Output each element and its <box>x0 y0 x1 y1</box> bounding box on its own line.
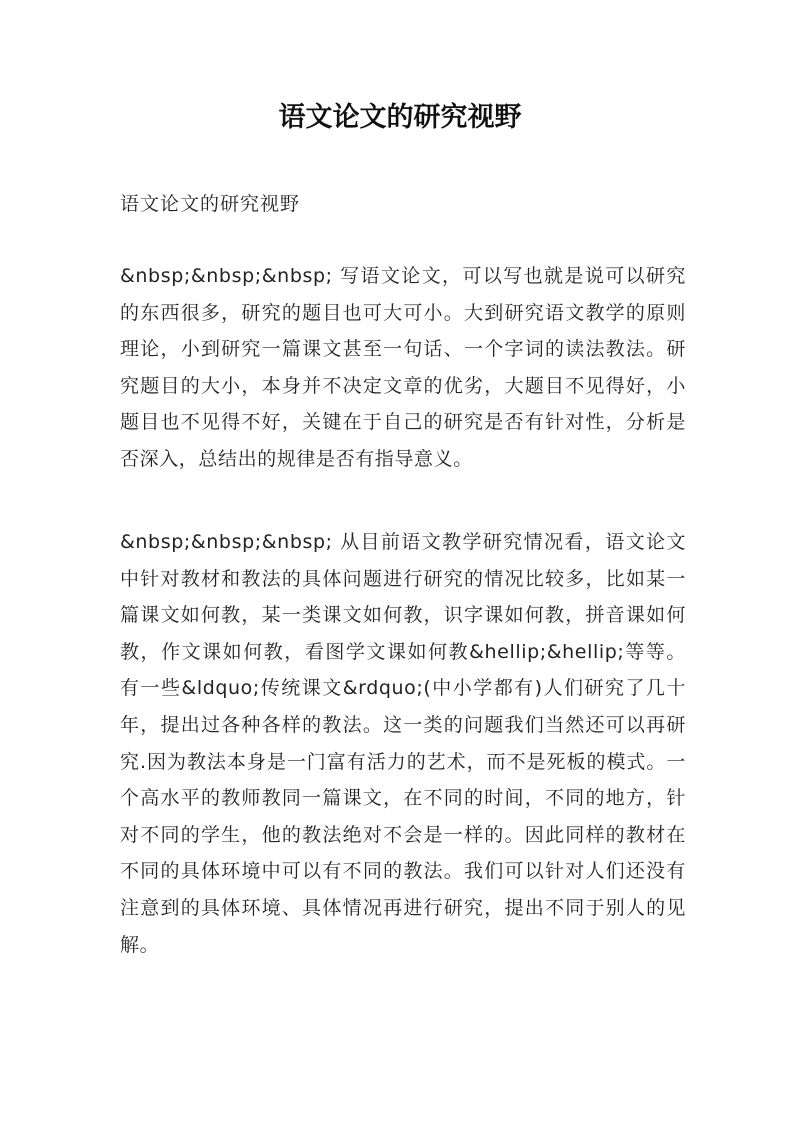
document-subtitle: 语文论文的研究视野 <box>120 193 301 215</box>
body-paragraph: &nbsp;&nbsp;&nbsp; 从目前语文教学研究情况看，语文论文中针对教材和教法的具体问题进行研究的情况比较多，比如某一篇课文如何教，某一类课文如何教，识字课如何教，拼音课如何教，作文课如何教，看图学文课如何教&hellip;&hellip;等等。有一些&ldquo;传统课文&rdquo;(中小学都有)人们研究了几十年，提出过各种各样的教法。这一类的问题我们当然还可以再研究.因为教法本身是一门富有活力的艺术，而不是死板的模式。一个高水平的教师教同一篇课文，在不同的时间，不同的地方，针对不同的学生，他的教法绝对不会是一样的。因此同样的教材在不同的具体环境中可以有不同的教法。我们可以针对人们还没有注意到的具体环境、具体情况再进行研究，提出不同于别人的见解。 <box>120 531 686 956</box>
document-title: 语文论文的研究视野 <box>278 102 522 133</box>
body-paragraph: &nbsp;&nbsp;&nbsp; 写语文论文，可以写也就是说可以研究的东西很多，研究的题目也可大可小。大到研究语文教学的原则理论，小到研究一篇课文甚至一句话、一个字词的读法教法。研究题目的大小，本身并不决定文章的优劣，大题目不见得好，小题目也不见得不好，关键在于自己的研究是否有针对性，分析是否深入，总结出的规律是否有指导意义。 <box>120 265 686 470</box>
